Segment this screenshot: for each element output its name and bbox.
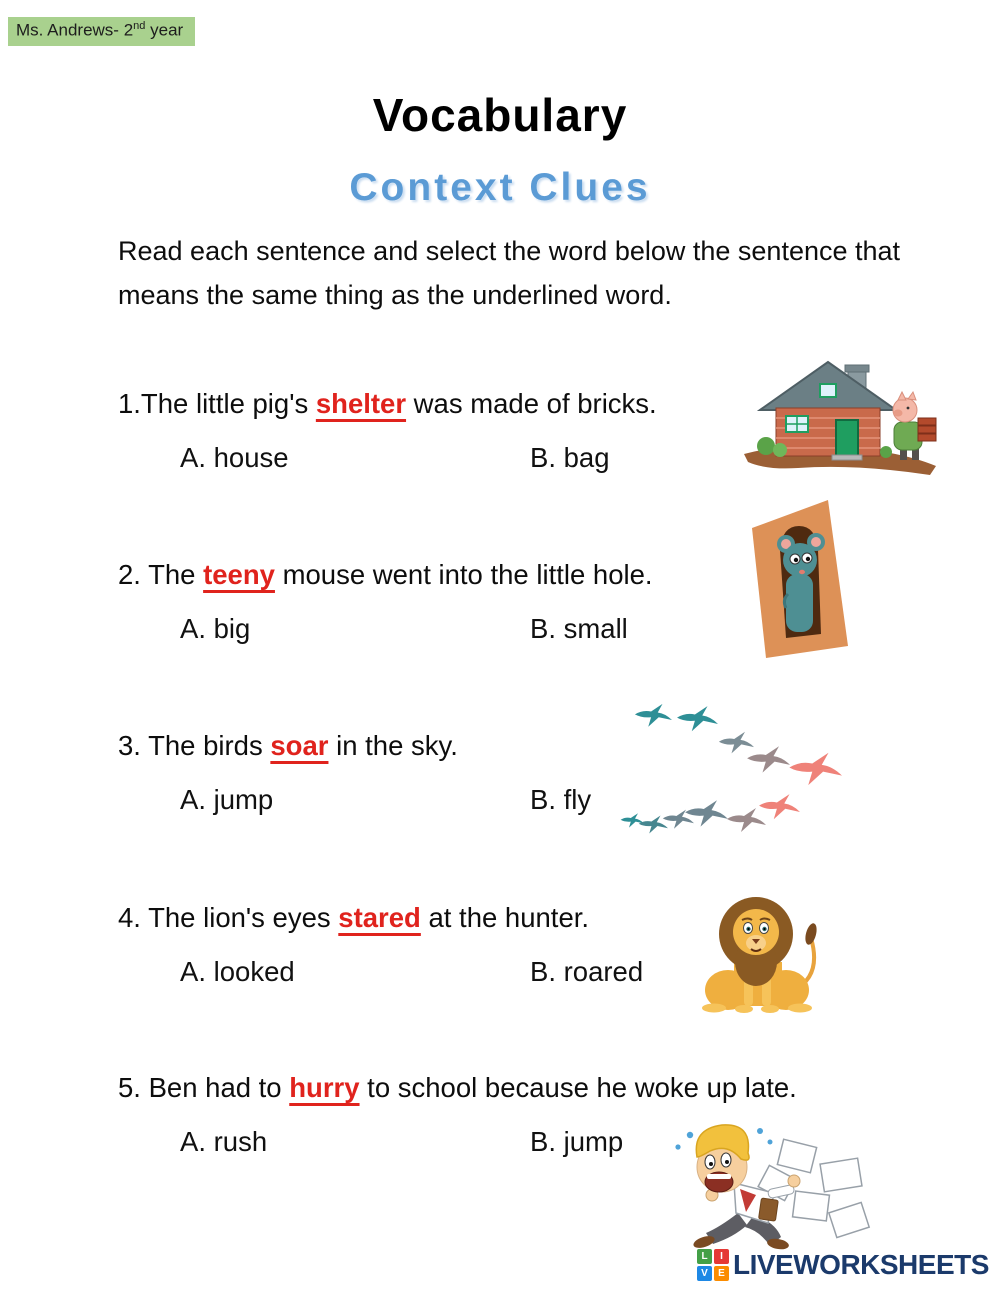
question-2-keyword: teeny [203,559,275,590]
teacher-badge-suffix: year [145,20,184,40]
question-5-option-a[interactable]: A. rush [180,1126,268,1157]
question-1-option-b[interactable]: B. bag [530,442,610,473]
question-4-pre: 4. The lion's eyes [118,902,339,933]
question-4-option-b[interactable]: B. roared [530,956,644,987]
question-3-post: in the sky. [328,730,458,761]
question-3-pre: 3. The birds [118,730,271,761]
question-1-pre: 1.The little pig's [118,388,316,419]
question-5-option-b[interactable]: B. jump [530,1126,624,1157]
pig-house-image [738,342,938,480]
liveworksheets-logo[interactable] [697,1249,989,1281]
question-4-post: at the hunter. [420,902,590,933]
teacher-badge-superscript: nd [133,20,146,32]
liveworksheets-logo-tiles [697,1249,729,1281]
logo-tile-i: I [714,1249,729,1264]
logo-text: LIVEWORKSHEETS [733,1249,989,1280]
question-1-keyword: shelter [315,388,407,419]
question-2-option-a[interactable]: A. big [180,613,251,644]
question-3-option-b[interactable]: B. fly [530,784,592,815]
question-5-keyword: hurry [289,1072,360,1103]
flying-birds-image [620,690,852,848]
teacher-badge-text: Ms. Andrews- 2 [16,20,134,40]
mouse-hole-image [736,498,856,663]
question-3-option-a[interactable]: A. jump [180,784,274,815]
instructions-text: Read each sentence and select the word below the sentence that means the same thing as the underlined word. [118,236,901,310]
question-5-pre: 5. Ben had to [118,1072,290,1103]
lion-image [692,890,824,1015]
question-2-pre: 2. The [118,559,204,590]
question-1-post: was made of bricks. [406,388,657,419]
logo-tile-e: E [714,1266,729,1281]
question-5-sentence [118,1072,878,1104]
logo-tile-v: V [697,1266,712,1281]
logo-tile-l: L [697,1249,712,1264]
question-1-option-a[interactable]: A. house [180,442,289,473]
teacher-badge [8,17,195,46]
page-title: Vocabulary [372,89,628,141]
question-2-option-b[interactable]: B. small [530,613,628,644]
question-4-keyword: stared [338,902,421,933]
running-boy-image [642,1115,872,1255]
question-4-option-a[interactable]: A. looked [180,956,295,987]
page-subtitle: Context Clues [349,166,651,209]
question-2-post: mouse went into the little hole. [274,559,653,590]
question-3-keyword: soar [270,730,329,761]
question-5-post: to school because he woke up late. [359,1072,797,1103]
